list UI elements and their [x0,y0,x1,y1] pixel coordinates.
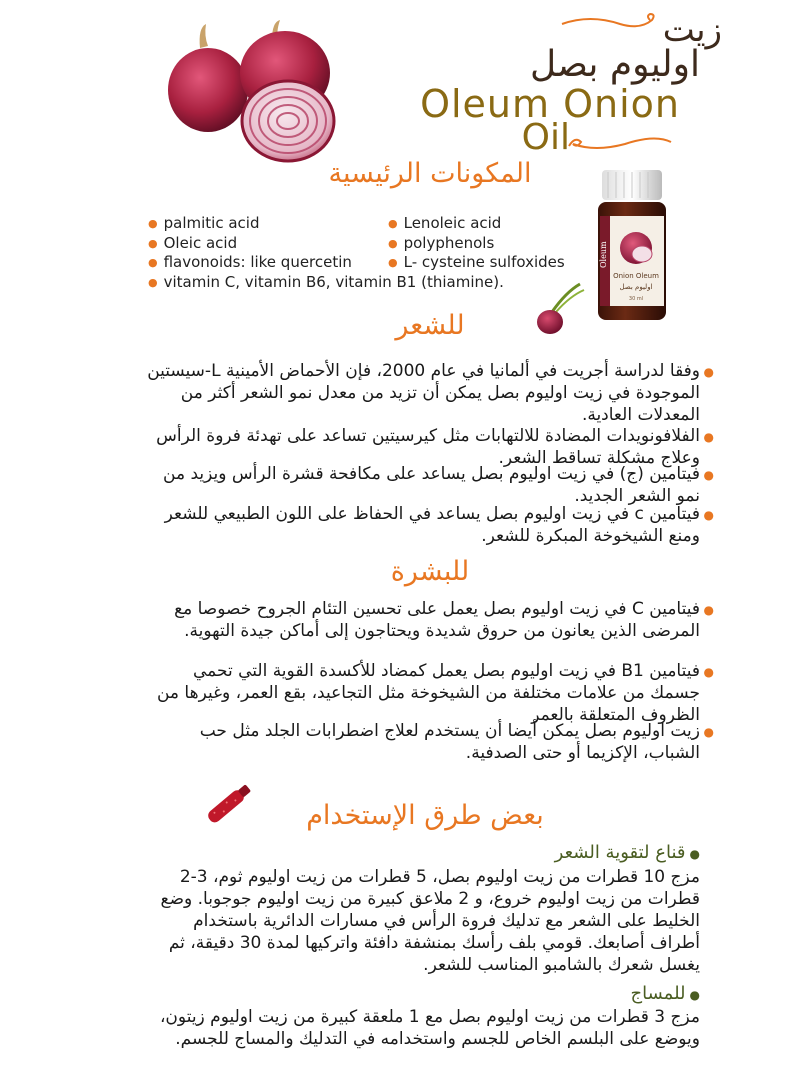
skin-list-item: ● فيتامين B1 في زيت اوليوم بصل يعمل كمضاد للأكسدة القوية التي تحمي جسمك من علامات مختلفة من الشيخوخة مثل التجاعيد، بقع العمر، وغيرها من الظروف المتعلقة بالعمر [156,661,714,725]
bullet-icon: ● [689,847,700,861]
bullet-icon: ● [703,725,714,739]
hair-list-item: ● وفقا لدراسة أجريت في ألمانيا في عام 2000، فإن الأحماض الأمينية L-سيستين الموجودة في زيت اوليوم بصل يمكن أن تزيد من معدل نمو الشعر أكثر من المعدلات العادية. [147,361,714,425]
bullet-icon: ● [703,468,714,482]
bullet-icon: ● [388,256,398,269]
title-english-line1: Oleum Onion [420,82,680,126]
bottle-label-ar: اوليوم بصل [619,283,653,291]
usage-method-text: مزج 10 قطرات من زيت اوليوم بصل، 5 قطرات من زيت اوليوم ثوم، 3-2 قطرات من زيت اوليوم خروع، و 2 ملاعق كبيرة من زيت اوليوم جوجوبا. وضع الخليط على الشعر مع تدليك فروة الرأس في مسارات الدائرية باستخدام أطراف أصابعك. قومي بلف رأسك بمنشفة دافئة واتركيها لمدة 30 دقيقة، ثم يغسل شعرك بالشامبو المناسب للشعر. [160,867,700,975]
bullet-icon: ● [148,256,158,269]
skin-list-item: ● زيت اوليوم بصل يمكن أيضا أن يستخدم لعلاج اضطرابات الجلد مثل حب الشباب، الإكزيما أو حتى الصدفية. [199,721,714,763]
title-english-line2: Oil [521,117,570,158]
usage-method-title: ●قناع لتقوية الشعر [554,842,700,863]
usage-method-text: مزج 3 قطرات من زيت اوليوم بصل مع 1 ملعقة كبيرة من زيت اوليوم زيتون، ويوضع على البلسم الخاص للجسم واستخدامه في التدليك والمساج للجسم. [159,1007,700,1049]
bullet-icon: ● [703,365,714,379]
decorative-swirl-bottom [565,128,675,154]
glitter-vial-image [198,778,258,830]
usage-heading: بعض طرق الإستخدام [306,800,544,831]
bullet-icon: ● [388,237,398,250]
hair-list-item: ● فيتامين c في زيت اوليوم بصل يساعد في الحفاظ على اللون الطبيعي للشعر ومنع الشيخوخة المبكرة للشعر. [164,504,714,546]
ingredient-item: ● palmitic acid [148,214,260,232]
bullet-icon: ● [148,237,158,250]
bullet-icon: ● [703,665,714,679]
title-arabic-line2: اوليوم بصل [529,44,700,85]
bullet-icon: ● [703,508,714,522]
ingredient-item: ● vitamin C, vitamin B6, vitamin B1 (thiamine). [148,273,504,291]
hair-heading: للشعر [395,310,465,341]
bullet-icon: ● [689,988,700,1002]
bullet-icon: ● [148,217,158,230]
ingredient-item: ● Lenoleic acid [388,214,502,232]
skin-list-item: ● فيتامين C في زيت اوليوم بصل يعمل على تحسين التئام الجروح خصوصا مع المرضى الذين يعانون من حروق شديدة ويحتاجون إلى أماكن جيدة التهوية. [174,599,714,641]
title-arabic-line1: زيت [662,10,722,50]
bullet-icon: ● [703,603,714,617]
bullet-icon: ● [148,276,158,289]
small-onion-image [532,282,588,338]
ingredient-item: ● Oleic acid [148,234,238,252]
ingredient-item: ● L- cysteine sulfoxides [388,253,565,271]
bullet-icon: ● [388,217,398,230]
ingredient-item: ● flavonoids: like quercetin [148,253,352,271]
skin-heading: للبشرة [390,556,470,587]
bottle-volume: 30 ml [628,296,644,302]
hair-list-item: ● الفلافونويدات المضادة للالتهابات مثل كيرسيتين تساعد على تهدئة فروة الرأس وعلاج مشكلة تساقط الشعر. [156,426,714,468]
bottle-label-en: Onion Oleum [613,272,659,280]
ingredient-item: ● polyphenols [388,234,495,252]
decorative-swirl-top [560,10,660,32]
bullet-icon: ● [703,430,714,444]
ingredients-heading: المكونات الرئيسية [328,158,532,189]
usage-method-title: ●للمساج [630,983,700,1004]
onion-oleum-bottle-image [592,168,672,323]
hair-list-item: ● فيتامين (ج) في زيت اوليوم بصل يساعد على مكافحة قشرة الرأس ويزيد من نمو الشعر الجديد. [163,464,714,506]
red-onions-image [160,18,350,168]
bottle-brand-label: Oleum [599,241,608,268]
